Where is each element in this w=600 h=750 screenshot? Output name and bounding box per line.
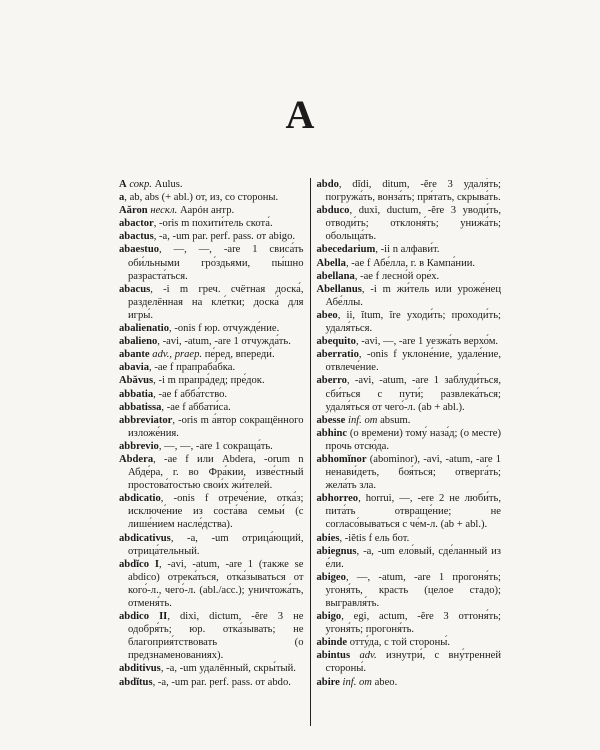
entry-definition: , duxi, ductum, -ĕre 3 уводи́ть, отводи́ть; отклоня́ть; унижа́ть; обольща́ть. [325,205,501,243]
entry-definition: , -onis f юр. отчужде́ние. [169,323,280,335]
entry-headword: abinde [316,637,348,649]
entry-headword: abaestuo [119,244,160,256]
entry-headword: abdicatio [119,493,161,505]
entry-definition: (о времени) тому́ наза́д; (о месте) прочь отсю́да. [325,427,501,452]
entry-definition: (abominor), -avi, -atum, -are 1 ненави́деть, боя́ться; отверга́ть; жела́ть зла. [325,453,501,492]
dictionary-entry [317,649,502,675]
entry-definition: , -iĕtis f ель бот. [339,532,410,544]
entry-definition: Aulus. [154,179,183,190]
dictionary-entry [317,204,502,243]
dictionary-entry [119,230,304,243]
entry-definition: Аарóн антр. [179,205,235,217]
entry-headword: abintus [316,650,351,662]
entry-headword: abduco [316,205,350,217]
dictionary-entry [119,283,304,322]
dictionary-entry [119,204,304,217]
entry-definition: отту́да, с той стороны́. [347,637,451,649]
dictionary-entry [317,453,502,492]
entry-headword: abante [119,349,150,361]
entry-definition: , -ae f прапраба́бка. [149,362,236,374]
entry-definition: , -oris m а́втор сокращённого изложе́ния. [128,414,304,439]
entry-headword: abire [316,676,340,688]
section-letter: A [285,92,315,137]
entry-definition: , horrui, —, -ere 2 не люби́ть, пита́ть отвраще́ние; не согласо́вываться с че́м-л. (ab + abl.). [325,493,501,531]
dictionary-entry [119,388,304,401]
entry-headword: abactor [119,218,154,230]
entry-headword: abavia [119,362,150,374]
entry-definition: , -i m жи́тель или уроже́нец Абе́ллы. [325,283,501,308]
entry-definition: , —, —, -are 1 сокраща́ть. [158,440,273,452]
entry-definition: , -ae f аббати́са. [161,401,231,413]
dictionary-entry [119,453,304,492]
entry-grammar-note: adv., praep. [152,349,203,361]
dictionary-entry [317,243,502,256]
entry-headword: abigo [316,611,342,623]
entry-headword: aberratio [316,349,359,361]
dictionary-entry [119,414,304,440]
dictionary-entry [317,270,502,283]
entry-definition: , -a, -um удалённый, скры́тый. [160,663,296,675]
entry-headword: abhomĭnor [316,453,367,465]
dictionary-entry [119,532,304,558]
entry-definition: , -avi, -atum, -are 1 (также se abdico) отрека́ться, отка́зываться от кого́-л., чего́-л. (abl./acc.); уничтожа́ть, отменя́ть. [128,558,304,609]
dictionary-entry [119,558,304,610]
entry-headword: abdico II [119,611,168,623]
entry-headword: aberro [316,375,347,387]
entry-definition: , -i m греч. счётная доска́, разделённая на кле́тки; доска́ для игры́. [128,283,304,321]
dictionary-entry [317,348,502,374]
dictionary-entry [317,636,502,649]
entry-definition: , dixi, dictum, -ĕre 3 не одобря́ть; юр. отка́зывать; не благоприя́тствовать (о предзнаменованиях). [128,611,304,662]
dictionary-entry [119,374,304,387]
dictionary-entry [317,676,502,689]
entry-definition: изнутри́, с вну́тренней стороны́. [325,650,501,675]
entry-headword: abdĭtus [119,676,153,688]
entry-headword: abacus [119,283,151,295]
entry-headword: abbrevio [119,440,159,452]
entry-definition: , -onis f уклоне́ние, удале́ние, отвлече́ние. [325,349,501,374]
entry-definition: , -ae f лесно́й оре́х. [354,270,440,282]
dictionary-entry [317,571,502,610]
dictionary-entry [119,335,304,348]
entry-headword: Aăron [119,205,148,217]
entry-definition: , -ae f Абе́лла, г. в Кампа́нии. [345,257,476,269]
dictionary-entry [119,361,304,374]
entry-headword: abellana [316,270,355,282]
entry-headword: abeo [316,309,338,321]
entry-definition: , -a, -um отрица́ющий, отрица́тельный. [128,532,304,557]
dictionary-entry [317,283,502,309]
dictionary-entry [119,676,304,689]
dictionary-entry [119,217,304,230]
entry-headword: abalienatio [119,323,170,335]
entry-definition: , -ae f или Abdera, -orum n Абде́ра, г. во Фра́кии, изве́стный простова́тостью свои́х жи́телей. [128,453,304,492]
dictionary-entry [317,532,502,545]
dictionary-entry [119,610,304,662]
dictionary-entry [317,309,502,335]
entry-definition: , -onis f отрече́ние, отка́з; исключе́ние из соста́ва семьи́ (с лише́нием насле́дства). [128,493,304,531]
entry-definition: , -avi, -atum, -are 1 отчужда́ть. [157,336,291,348]
entry-grammar-note: inf. от [342,676,372,688]
dictionary-entry [317,414,502,427]
dictionary-entry [317,374,502,413]
entry-definition: , -avi, -atum, -are 1 заблуди́ться, сби́ться с пути́; развлека́ться; удаля́ться от чего́-л. (ab + abl.). [325,375,501,413]
entry-headword: abdĭco I [119,558,159,570]
dictionary-entry [119,492,304,531]
entry-headword: abies [316,532,340,544]
dictionary-entry [317,335,502,348]
entry-definition: , —, -atum, -are 1 прогоня́ть; угоня́ть, красть (целое стадо); выгравля́ть. [325,571,501,609]
entry-definition: absum. [380,414,411,426]
dictionary-entry [119,348,304,361]
entry-headword: abactus [119,231,154,243]
dictionary-entry [317,610,502,636]
entry-definition: , egi, actum, -ĕre 3 оттоня́ть; угоня́ть; прогоня́ть. [325,611,501,636]
dictionary-entry [119,440,304,453]
entry-headword: abalieno [119,336,158,348]
dictionary-entry [119,178,304,191]
dictionary-entry [119,191,304,204]
entry-headword: abhinc [316,427,348,439]
entry-headword: Abellanus [316,283,362,295]
entry-definition: , -ae f абба́тство. [153,388,228,400]
dictionary-entry [317,492,502,531]
dictionary-entry [317,545,502,571]
column-right [311,178,502,726]
entry-headword: abequito [316,336,356,348]
entry-definition: abeo. [374,676,398,688]
entry-headword: A [119,179,127,190]
entry-definition: , -i m прапра́дед; пре́док. [153,375,265,387]
dictionary-entry [317,427,502,453]
entry-headword: abditivus [119,663,161,675]
entry-headword: a [119,192,125,204]
entry-definition: , —, —, -are 1 свиса́ть оби́льными гро́здьями, пы́шно разраста́ться. [128,244,304,282]
dictionary-entry [119,401,304,414]
entry-headword: abdo [316,179,339,190]
entry-definition: , -oris m похити́тель скота́. [153,218,273,230]
entry-headword: abbreviator [119,414,173,426]
entry-headword: Abdera [119,453,154,465]
entry-headword: abesse [316,414,346,426]
entry-definition: , dĭdi, ditum, -ĕre 3 удаля́ть; погружа́ть, вонза́ть; пря́тать, скрыва́ть. [325,179,501,204]
entry-grammar-note: сокр. [129,179,152,190]
entry-grammar-note: нескл. [150,205,178,217]
entry-headword: abecedarium [316,244,376,256]
entry-headword: Abăvus [119,375,154,387]
entry-definition: , ii, ĭtum, ĭre уходи́ть; проходи́ть; удаля́ться. [325,309,501,335]
entry-grammar-note: adv. [359,650,377,662]
entry-headword: abbatia [119,388,154,400]
entry-definition: , ab, abs (+ abl.) от, из, со стороны. [124,192,279,204]
entry-definition: , -ii n алфави́т. [375,244,440,256]
entry-definition: , -a, -um par. perf. pass. от abigo. [153,231,296,243]
column-left [119,178,311,726]
dictionary-entry [317,178,502,204]
dictionary-entry [119,243,304,282]
dictionary-columns [119,178,501,726]
entry-headword: abiegnus [316,545,357,557]
entry-definition: пе́ред, впереди́. [204,349,275,361]
entry-definition: , -avi, —, -are 1 уезжа́ть верхо́м. [355,336,499,348]
entry-headword: Abella [316,257,346,269]
entry-definition: , -a, -um ело́вый, сде́ланный из е́ли. [325,545,501,570]
dictionary-entry [119,322,304,335]
entry-headword: abbatissa [119,401,162,413]
entry-grammar-note: inf. от [348,414,378,426]
dictionary-entry [317,257,502,270]
entry-headword: abigeo [316,571,346,583]
dictionary-entry [119,662,304,675]
entry-headword: abdicativus [119,532,171,544]
entry-definition: , -a, -um par. perf. pass. от abdo. [152,676,291,688]
entry-headword: abhorreo [316,493,359,505]
